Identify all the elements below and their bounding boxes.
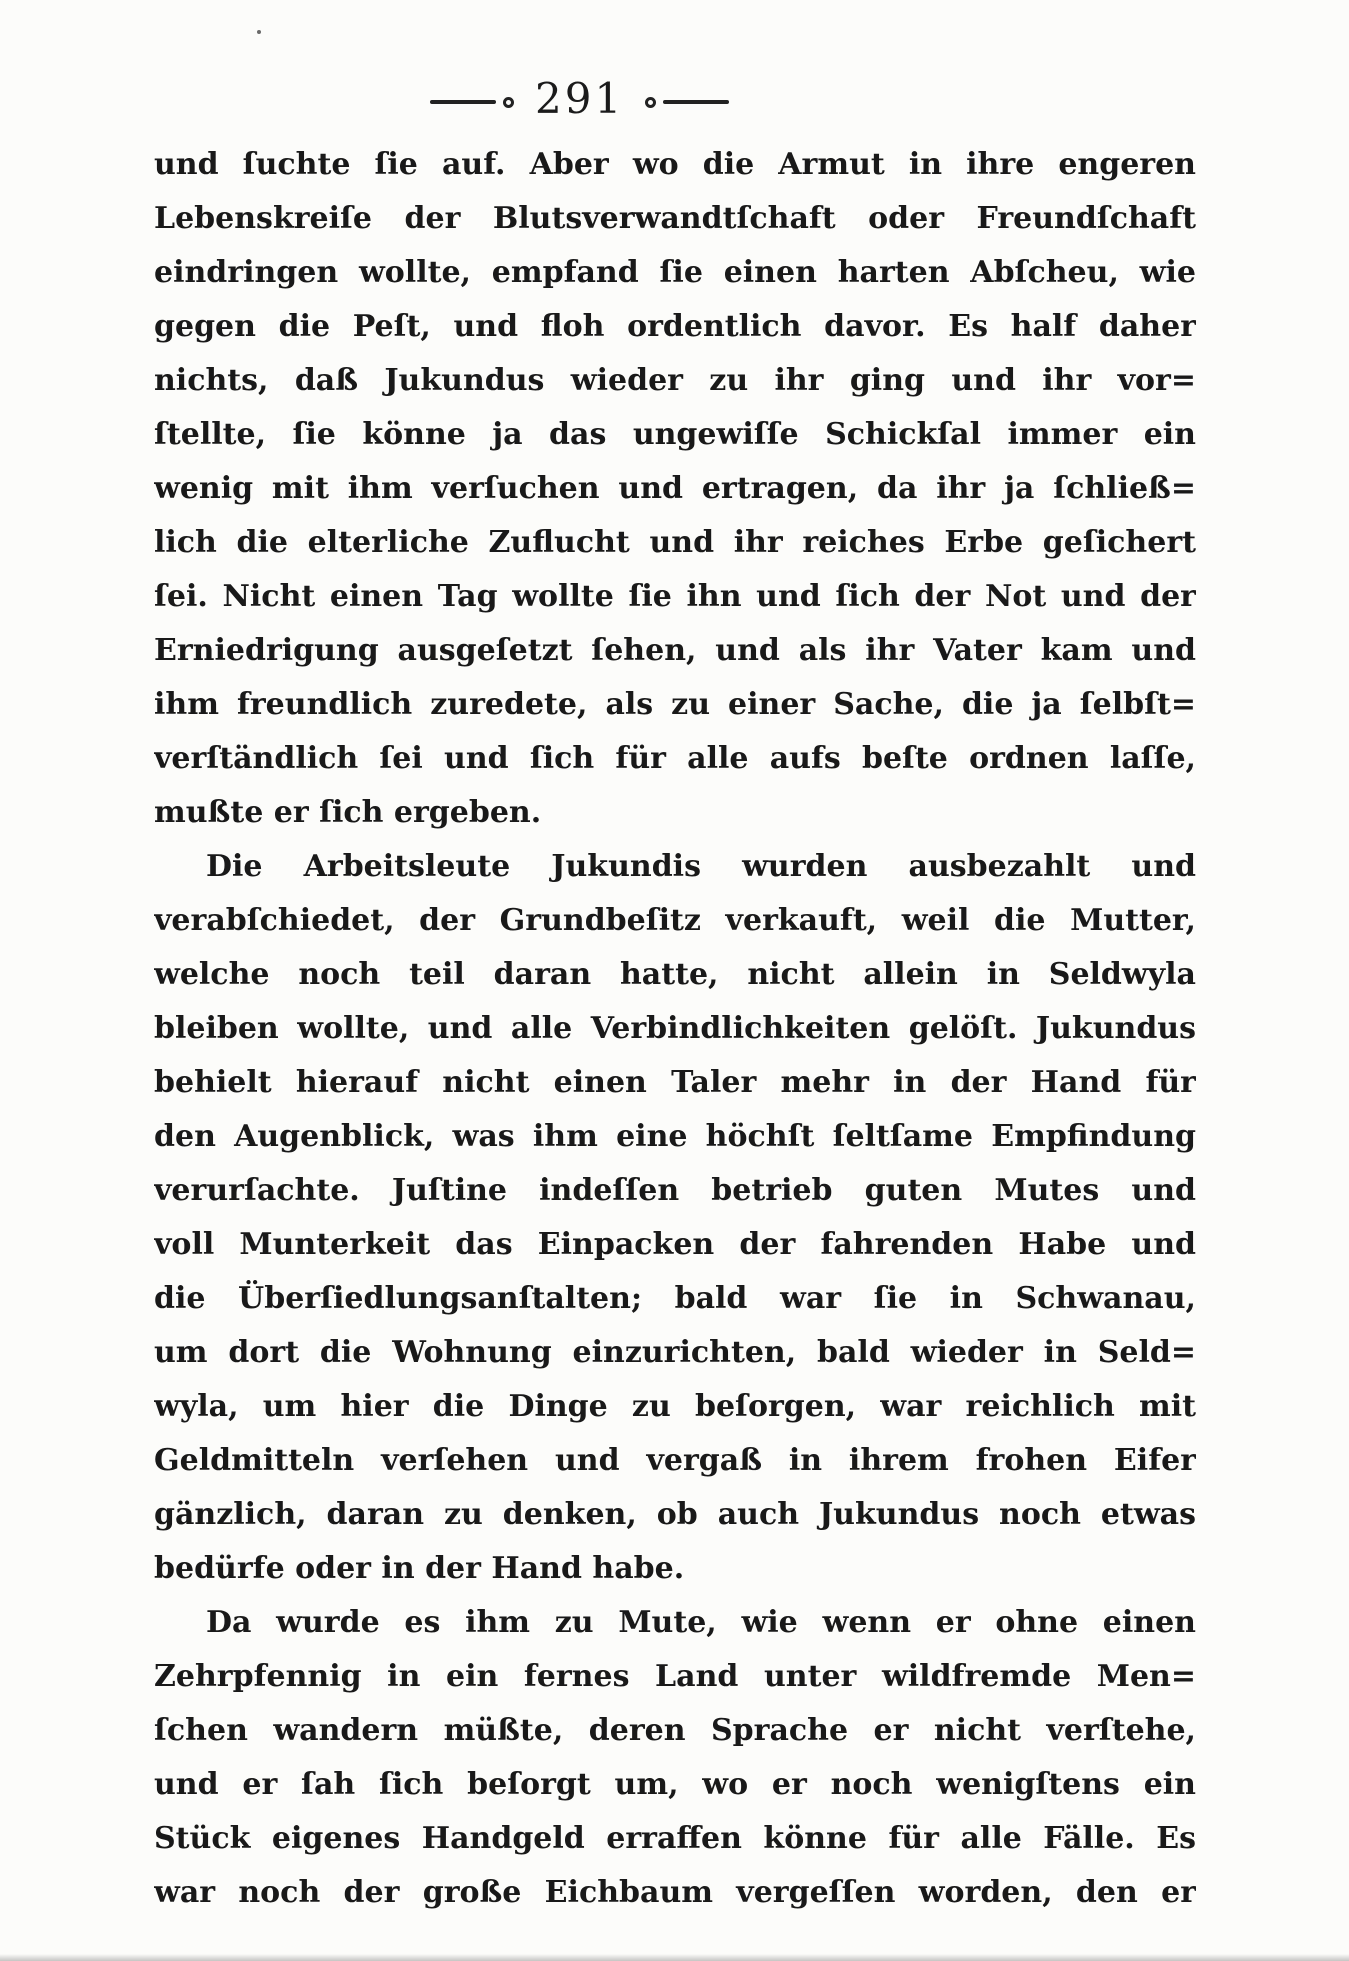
text-line: verurſachte. Juſtine indeſſen betrieb guten Mutes und [154,1173,1196,1208]
text-line: und ſuchte ſie auf. Aber wo die Armut in ihre engeren [154,147,1196,182]
scan-speck-artifact [257,30,261,34]
text-line: den Augenblick, was ihm eine höchſt ſeltſame Empfindung [154,1119,1196,1154]
scan-edge-artifact [0,1954,1349,1961]
text-line: ſei. Nicht einen Tag wollte ſie ihn und ſich der Not und der [154,579,1196,614]
text-line: Geldmitteln verſehen und vergaß in ihrem frohen Eifer [154,1443,1196,1478]
text-line: bedürfe oder in der Hand habe. [154,1551,685,1586]
text-line: Erniedrigung ausgeſetzt ſehen, und als ihr Vater kam und [154,633,1196,668]
text-block [154,138,1196,1920]
text-line: Zehrpfennig in ein fernes Land unter wildfremde Men= [154,1659,1196,1694]
text-line: eindringen wollte, empfand ſie einen harten Abſcheu, wie [154,255,1196,290]
text-line: ſtellte, ſie könne ja das ungewiſſe Schickſal immer ein [154,417,1196,452]
text-line: Lebenskreiſe der Blutsverwandtſchaft oder Freundſchaft [154,201,1196,236]
text-line: wyla, um hier die Dinge zu beſorgen, war reichlich mit [154,1389,1196,1424]
text-line: die Überſiedlungsanſtalten; bald war ſie in Schwanau, [154,1281,1196,1316]
text-line: wenig mit ihm verſuchen und ertragen, da ihr ja ſchließ= [154,471,1196,506]
text-line: mußte er ſich ergeben. [154,795,542,830]
text-line: ihm freundlich zuredete, als zu einer Sache, die ja ſelbſt= [154,687,1196,722]
text-line: voll Munterkeit das Einpacken der fahrenden Habe und [154,1227,1196,1262]
paragraph [154,1596,1196,1920]
text-line: verſtändlich ſei und ſich für alle aufs beſte ordnen laſſe, [154,741,1196,776]
text-line: um dort die Wohnung einzurichten, bald wieder in Seld= [154,1335,1196,1370]
text-line: lich die elterliche Zuflucht und ihr reiches Erbe geſichert [154,525,1196,560]
header-rule-left [430,100,496,104]
text-line: behielt hierauf nicht einen Taler mehr in der Hand für [154,1065,1196,1100]
text-line: verabſchiedet, der Grundbeſitz verkauft, weil die Mutter, [154,903,1196,938]
header-ornament-left-icon [503,97,514,108]
text-line: ſchen wandern müßte, deren Sprache er nicht verſtehe, [154,1713,1196,1748]
text-line: welche noch teil daran hatte, nicht allein in Seldwyla [154,957,1196,992]
page-number: 291 [535,74,625,123]
header-ornament-right-icon [645,97,656,108]
header-rule-right [663,100,729,104]
text-line: Stück eigenes Handgeld erraffen könne für alle Fälle. Es [154,1821,1196,1856]
text-line: und er ſah ſich beſorgt um, wo er noch wenigſtens ein [154,1767,1196,1802]
paragraph [154,138,1196,840]
text-line: nichts, daß Jukundus wieder zu ihr ging und ihr vor= [154,363,1196,398]
page-header [430,74,729,123]
text-line: war noch der große Eichbaum vergeſſen worden, den er [154,1875,1196,1910]
text-line: bleiben wollte, und alle Verbindlichkeiten gelöſt. Jukundus [154,1011,1196,1046]
paragraph [154,840,1196,1596]
text-line: Da wurde es ihm zu Mute, wie wenn er ohne einen [206,1605,1196,1640]
text-line: gegen die Peſt, und floh ordentlich davor. Es half daher [154,309,1196,344]
text-line: Die Arbeitsleute Jukundis wurden ausbezahlt und [206,849,1196,884]
text-line: gänzlich, daran zu denken, ob auch Jukundus noch etwas [154,1497,1196,1532]
